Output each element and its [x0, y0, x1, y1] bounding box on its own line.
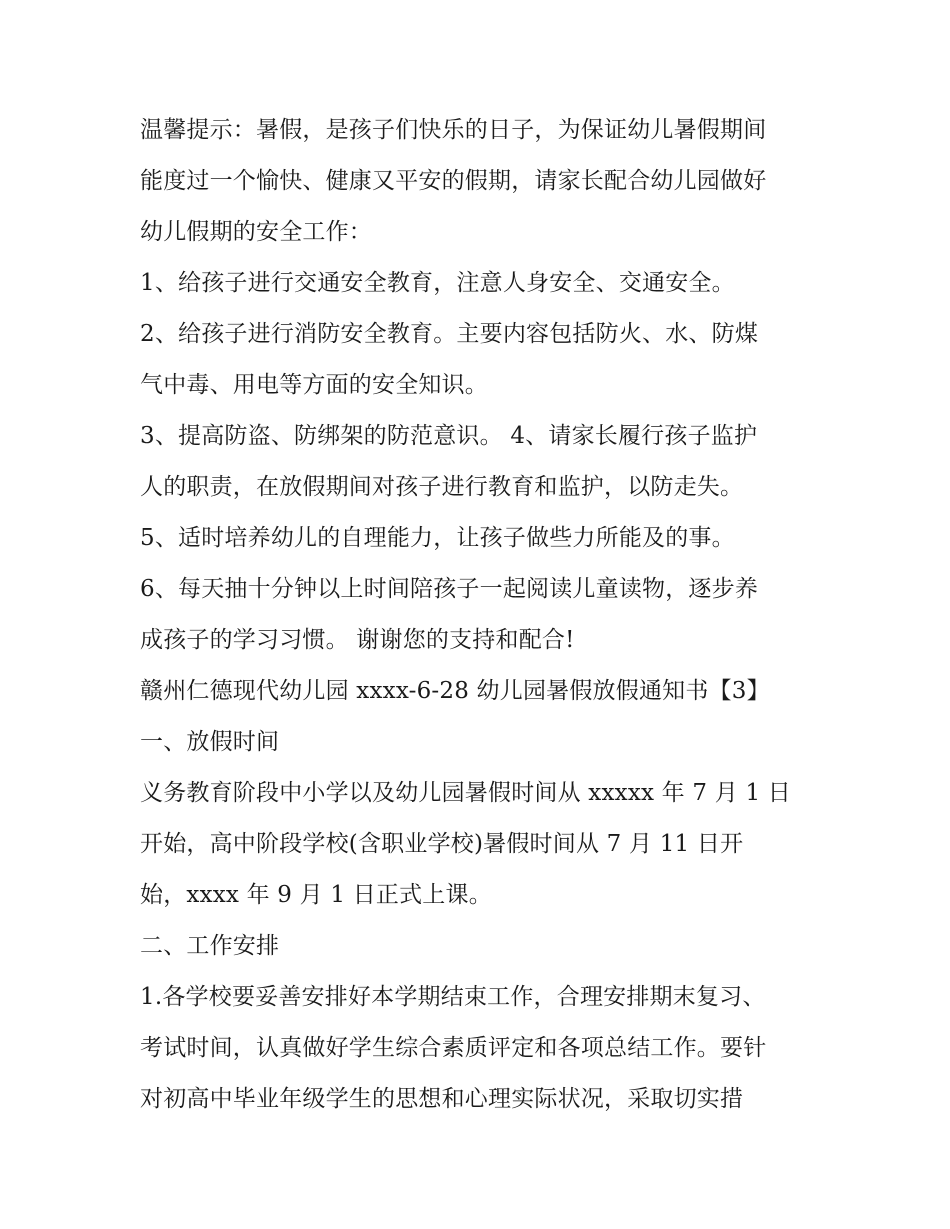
- document-body: [140, 105, 830, 1125]
- text-line: 考试时间，认真做好学生综合素质评定和各项总结工作。要针: [140, 1035, 767, 1061]
- text-line: 气中毒、用电等方面的安全知识。: [140, 372, 488, 398]
- text-line: 能度过一个愉快、健康又平安的假期，请家长配合幼儿园做好: [140, 168, 767, 194]
- text-line: 人的职责，在放假期间对孩子进行教育和监护，以防走失。: [140, 474, 744, 500]
- text-line: 义务教育阶段中小学以及幼儿园暑假时间从 xxxxx 年 7 月 1 日: [140, 780, 791, 806]
- list-item: 1.各学校要妥善安排好本学期结束工作，合理安排期末复习、: [140, 984, 766, 1010]
- text-line: 成孩子的学习习惯。 谢谢您的支持和配合!: [140, 627, 575, 653]
- section-title: 赣州仁德现代幼儿园 xxxx-6-28 幼儿园暑假放假通知书【3】: [140, 678, 770, 704]
- section-heading: 一、放假时间: [140, 729, 280, 755]
- text-line: 幼儿假期的安全工作：: [140, 219, 372, 245]
- list-item: 3、提高防盗、防绑架的防范意识。 4、请家长履行孩子监护: [140, 423, 758, 449]
- list-item: 1、给孩子进行交通安全教育，注意人身安全、交通安全。: [140, 270, 735, 296]
- text-line: 温馨提示：暑假，是孩子们快乐的日子，为保证幼儿暑假期间: [140, 117, 767, 143]
- text-line: 始，xxxx 年 9 月 1 日正式上课。: [140, 882, 492, 908]
- list-item: 5、适时培养幼儿的自理能力，让孩子做些力所能及的事。: [140, 525, 735, 551]
- section-heading: 二、工作安排: [140, 933, 280, 959]
- list-item: 2、给孩子进行消防安全教育。主要内容包括防火、水、防煤: [140, 321, 759, 347]
- text-line: 开始，高中阶段学校(含职业学校)暑假时间从 7 月 11 日开: [140, 831, 744, 857]
- text-line: 对初高中毕业年级学生的思想和心理实际状况，采取切实措: [140, 1086, 744, 1112]
- list-item: 6、每天抽十分钟以上时间陪孩子一起阅读儿童读物，逐步养: [140, 576, 759, 602]
